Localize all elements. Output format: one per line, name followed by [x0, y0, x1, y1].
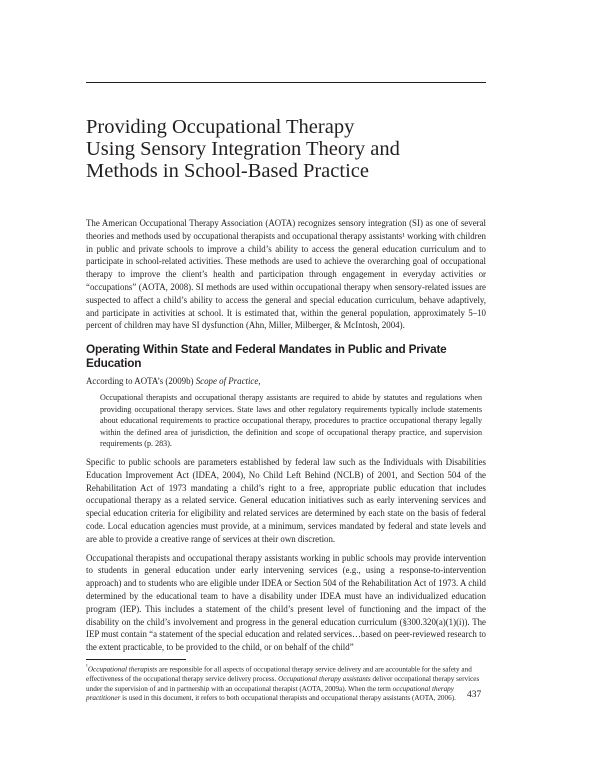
quote-intro-suffix: , [258, 376, 261, 387]
page-title [86, 116, 486, 182]
footnote-term-3: occupational therapy practitioner [86, 684, 454, 703]
top-rule [86, 82, 486, 83]
footnote-marker: ¹ [86, 663, 88, 670]
intro-paragraph: The American Occupational Therapy Association (AOTA) recognizes sensory integration (SI) as one of several theories and methods used by occupational therapists and occupational therapy assistants¹ working with children in public and private schools to improve a child’s ability to access the general education curriculum and to participate in school-related activities. These methods are used to achieve the overarching goal of occupational therapy to improve the client’s health and participation through engagement in everyday activities or “occupations” (AOTA, 2008). SI methods are used within occupational therapy when sensory-related issues are suspected to affect a child’s ability to access the general and special education curriculum, behave adaptively, and participate in activities at school. It is estimated that, within the general population, approximately 5–10 percent of children may have SI dysfunction (Ahn, Miller, Milberger, & McIntosh, 2004). [86, 218, 486, 331]
scope-of-practice-title: Scope of Practice [195, 376, 259, 387]
section-heading: Operating Within State and Federal Mandates in Public and Private Education [86, 342, 447, 371]
footnote-text-2: deliver occupational therapy services under the supervision of and in partnership with an occupational therapist (AOTA, 2009a). When the term [86, 674, 480, 693]
footnote-text-3: is used in this document, it refers to both occupational therapists and occupational therapy assistants (AOTA, 2006). [120, 694, 456, 703]
title-line-1: Providing Occupational Therapy [86, 116, 355, 138]
quote-intro [86, 375, 486, 388]
paragraph-federal-law: Specific to public schools are parameters established by federal law such as the Individuals with Disabilities Education Improvement Act (IDEA, 2004), No Child Left Behind (NCLB) of 2001, and Section 504 of the Rehabilitation Act of 1973 mandating a child’s right to a free, appropriate public education that includes occupational therapy as a related service. General education initiatives such as early intervening services and special education criteria for eligibility and related services are determined by each state on the basis of federal code. Local education agencies must provide, at a minimum, services mandated by federal and state levels and are able to provide a creative range of services at their own discretion. [86, 456, 486, 544]
body-text [86, 217, 486, 704]
title-line-3: Methods in School-Based Practice [86, 160, 369, 182]
footnote-text-1: are responsible for all aspects of occupational therapy service delivery and are accountable for the safety and effectiveness of the occupational therapy service delivery process. [86, 665, 472, 683]
footnote [86, 663, 486, 704]
block-quote: Occupational therapists and occupational therapy assistants are required to abide by statutes and regulations when providing occupational therapy services. State laws and other regulatory requirements typically include statements about educational requirements to practice occupational therapy, procedures to practice occupational therapy legally within the defined area of jurisdiction, the definition and scope of occupational therapy practice, and supervision requirements (p. 283). [100, 392, 482, 449]
title-line-2: Using Sensory Integration Theory and [86, 138, 400, 160]
footnote-rule [86, 659, 186, 660]
page-number: 437 [467, 690, 482, 700]
quote-intro-prefix: According to AOTA’s (2009b) [86, 376, 196, 387]
paragraph-public-schools: Occupational therapists and occupational therapy assistants working in public schools may provide intervention to students in general education under early intervening services (e.g., using a response-to-intervention approach) and to students who are eligible under IDEA or Section 504 of the Rehabilitation Act of 1973. A child determined by the educational team to have a disability under IDEA must have an individualized education program (IEP). This includes a statement of the child’s present level of functioning and the impact of the disability on the child’s involvement and progress in the general education curriculum (§300.320(a)(1)(i)). The IEP must contain “a statement of the special education and related services…based on peer-reviewed research to the extent practicable, to be provided to the child, or on behalf of the child” [86, 552, 486, 653]
footnote-term-2: Occupational therapy assistants [278, 674, 371, 683]
footnote-term-1: Occupational therapists [87, 665, 158, 674]
